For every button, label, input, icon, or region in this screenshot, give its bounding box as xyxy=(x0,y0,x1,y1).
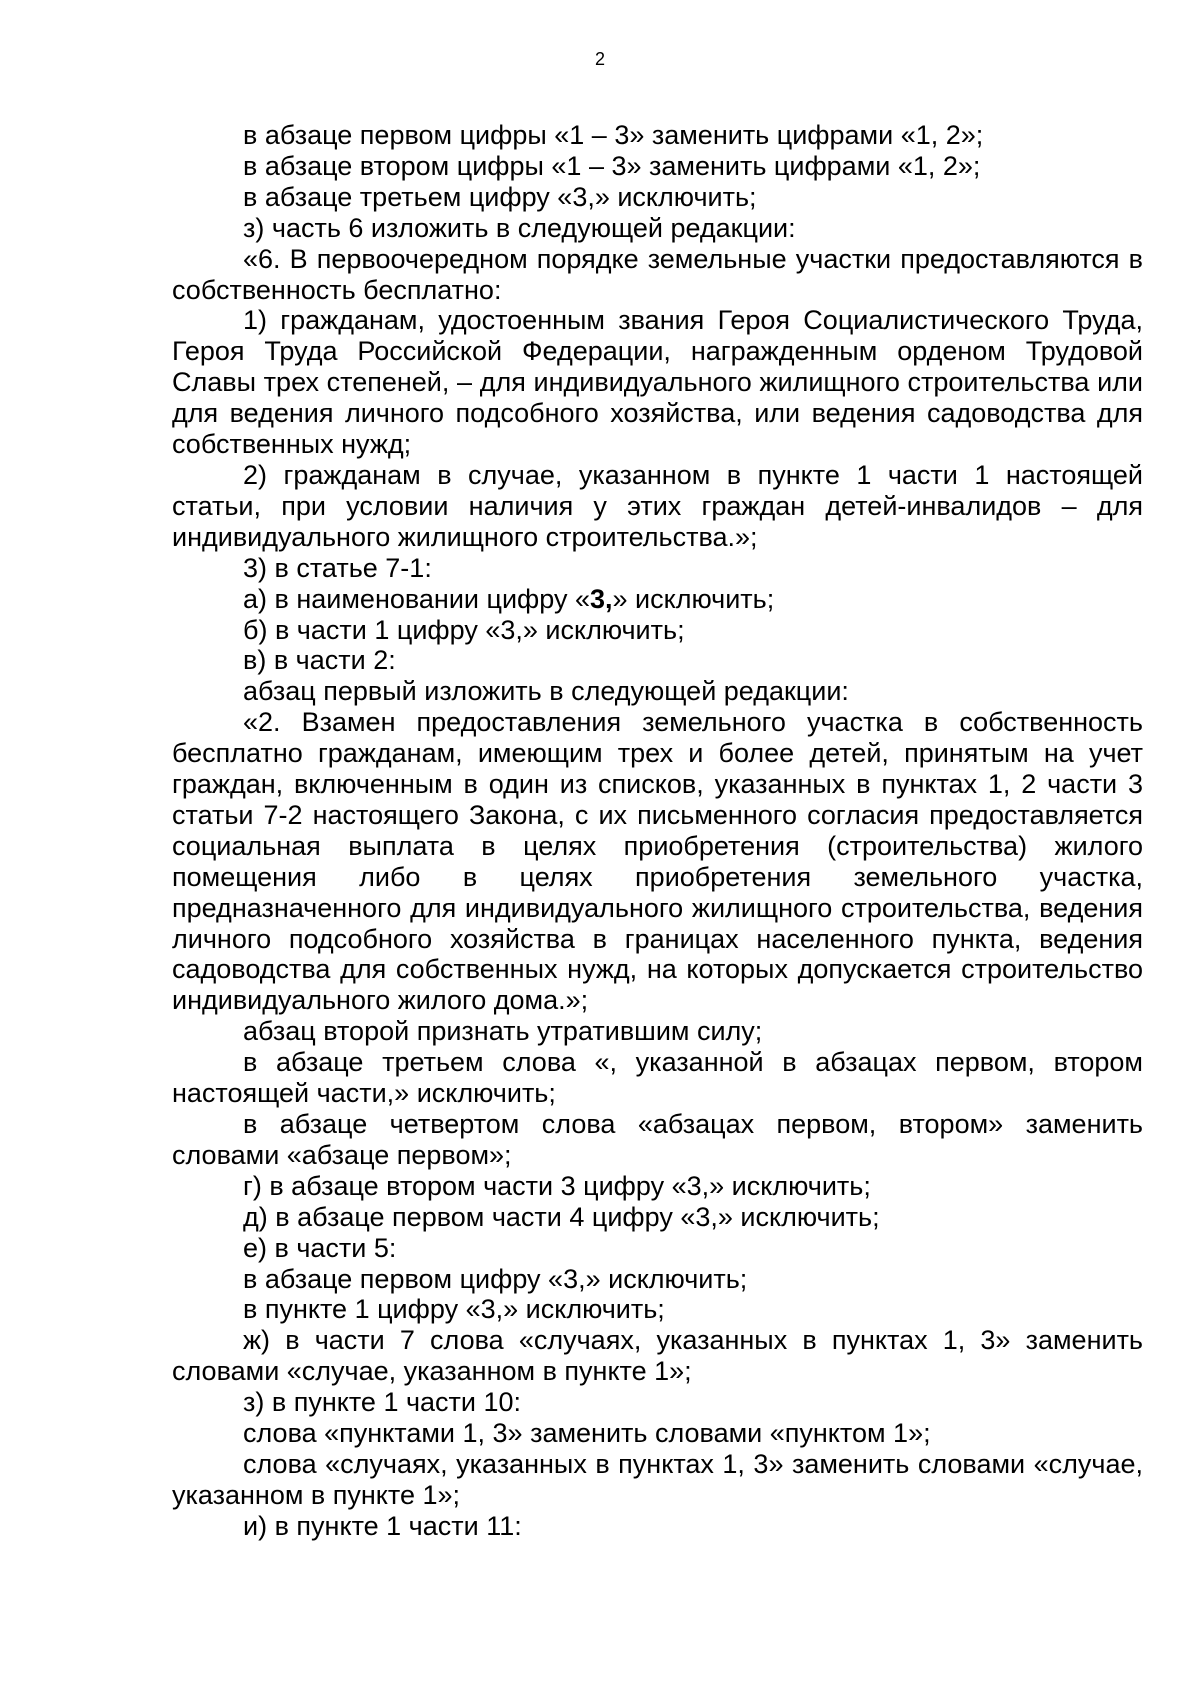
paragraph: в абзаце третьем цифру «3,» исключить; xyxy=(243,181,757,212)
paragraph: в абзаце первом цифру «3,» исключить; xyxy=(243,1263,748,1294)
paragraph: «6. В первоочередном порядке земельные участки предоставляются в собственность бесплатно: xyxy=(172,243,1143,305)
paragraph: в абзаце четвертом слова «абзацах первом, втором» заменить словами «абзаце первом»; xyxy=(172,1109,1143,1170)
paragraph: слова «пунктами 1, 3» заменить словами «пунктом 1»; xyxy=(243,1418,931,1449)
paragraph: д) в абзаце первом части 4 цифру «3,» исключить; xyxy=(243,1201,880,1232)
paragraph: и) в пункте 1 части 11: xyxy=(243,1510,522,1541)
page-number: 2 xyxy=(594,49,605,69)
paragraph: 1) гражданам, удостоенным звания Героя Социалистического Труда, Героя Труда Российской Федерации, награжденным орденом Трудовой Славы трех степеней, – для индивидуального жилищного строительства или для ведения личного подсобного хозяйства, или ведения садоводства для собственных нужд; xyxy=(172,305,1143,460)
paragraph: «2. Взамен предоставления земельного участка в собственность бесплатно гражданам, имеющим трех и более детей, принятым на учет граждан, включенным в один из списков, указанных в пунктах 1, 2 части 3 статьи 7-2 настоящего Закона, с их письменного согласия предоставляется социальная выплата в целях приобретения (строительства) жилого помещения либо в целях приобретения земельного участка, предназначенного для индивидуального жилищного строительства, ведения личного подсобного хозяйства в границах населенного пункта, ведения садоводства для собственных нужд, на которых допускается строительство индивидуального жилого дома.»; xyxy=(172,707,1143,1016)
paragraph: з) часть 6 изложить в следующей редакции: xyxy=(243,212,796,243)
paragraph: в пункте 1 цифру «3,» исключить; xyxy=(243,1294,665,1325)
paragraph: в абзаце третьем слова «, указанной в абзацах первом, втором настоящей части,» исключить; xyxy=(172,1047,1143,1109)
document-body xyxy=(172,120,1143,1542)
paragraph: в) в части 2: xyxy=(243,645,396,676)
paragraph: г) в абзаце втором части 3 цифру «3,» исключить; xyxy=(243,1170,871,1201)
paragraph: 2) гражданам в случае, указанном в пункте 1 части 1 настоящей статьи, при условии наличия у этих граждан детей-инвалидов – для индивидуального жилищного строительства.»; xyxy=(172,459,1143,552)
paragraph: в абзаце первом цифры «1 – 3» заменить цифрами «1, 2»; xyxy=(243,120,984,150)
paragraph: б) в части 1 цифру «3,» исключить; xyxy=(243,614,685,645)
bold-text: 3, xyxy=(590,583,613,614)
paragraph xyxy=(172,584,1143,615)
paragraph: абзац второй признать утратившим силу; xyxy=(243,1016,763,1047)
paragraph: ж) в части 7 слова «случаях, указанных в пунктах 1, 3» заменить словами «случае, указанном в пункте 1»; xyxy=(172,1325,1143,1387)
paragraph-text: а) в наименовании цифру « xyxy=(243,583,590,614)
paragraph: 3) в статье 7-1: xyxy=(243,552,432,583)
paragraph: слова «случаях, указанных в пунктах 1, 3» заменить словами «случае, указанном в пункте 1»; xyxy=(172,1448,1143,1510)
paragraph: е) в части 5: xyxy=(243,1232,397,1263)
paragraph-text: » исключить; xyxy=(612,583,775,614)
paragraph: в абзаце втором цифры «1 – 3» заменить цифрами «1, 2»; xyxy=(243,150,981,181)
paragraph: з) в пункте 1 части 10: xyxy=(243,1387,522,1418)
paragraph: абзац первый изложить в следующей редакции: xyxy=(243,676,849,707)
